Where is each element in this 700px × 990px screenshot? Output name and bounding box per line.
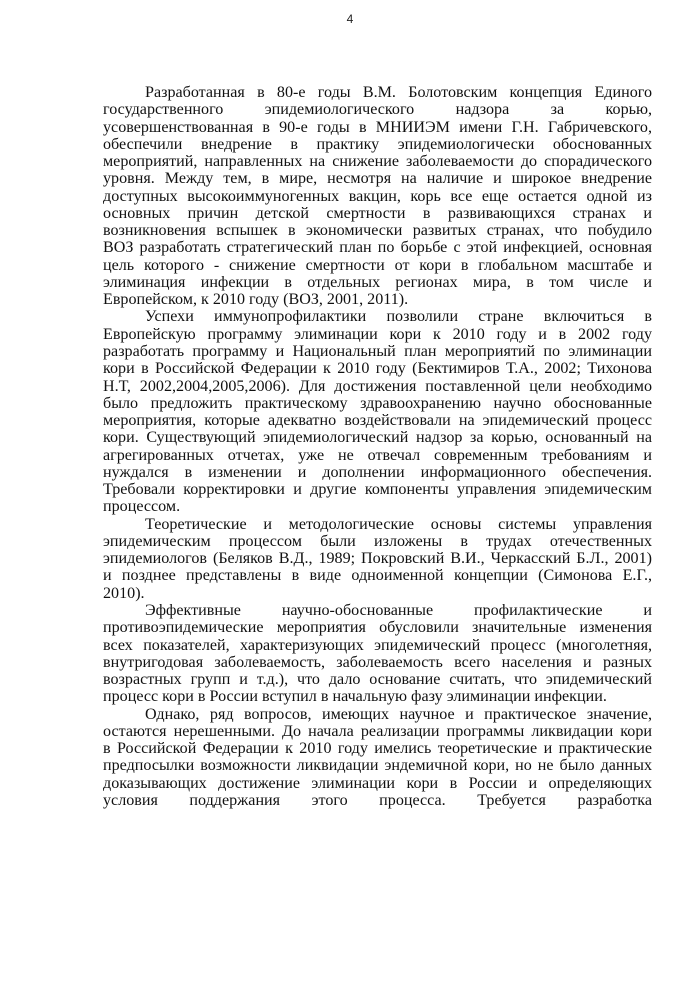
text-line: процесс кори в России вступил в начальную фазу элиминации инфекции. (103, 688, 607, 706)
text-line: всех показателей, характеризующих эпидемический процесс (многолетняя, (103, 636, 652, 654)
text-line: возрастных групп и т.д.), что дало основание считать, что эпидемический (103, 671, 652, 689)
paragraph (103, 516, 652, 602)
text-line: условия поддержания этого процесса. Требуется разработка (103, 791, 652, 809)
text-line: цель которого - снижение смертности от кори в глобальном масштабе и (103, 256, 652, 274)
text-line: кори в Российской Федерации к 2010 году (Бектимиров Т.А., 2002; Тихонова (103, 360, 652, 378)
text-line: и позднее представлены в виде одноименной концепции (Симонова Е.Г., (103, 567, 652, 585)
text-line: разработать программу и Национальный план мероприятий по элиминации (103, 342, 652, 360)
text-line: уровня. Между тем, в мире, несмотря на наличие и широкое внедрение (103, 170, 652, 188)
text-line: элиминация инфекции в отдельных регионах мира, в том числе и (103, 273, 652, 291)
text-line: государственного эпидемиологического надзора за корью, (103, 101, 652, 119)
text-line: Разработанная в 80-е годы В.М. Болотовским концепция Единого (145, 84, 652, 101)
text-line: Однако, ряд вопросов, имеющих научное и практическое значение, (145, 705, 652, 723)
text-line: обеспечили внедрение в практику эпидемиологически обоснованных (103, 135, 652, 153)
text-line: Н.Т, 2002,2004,2005,2006). Для достижения поставленной цели необходимо (103, 377, 652, 395)
text-line: 2010). (103, 584, 145, 602)
text-line: в Российской Федерации к 2010 году имелись теоретические и практические (103, 740, 652, 758)
text-line: основных причин детской смертности в развивающихся странах и (103, 204, 652, 222)
text-line: кори. Существующий эпидемиологический надзор за корью, основанный на (103, 429, 652, 447)
text-line: мероприятий, направленных на снижение заболеваемости до спорадического (103, 153, 652, 171)
text-line: Европейскую программу элиминации кори к 2010 году и в 2002 году (103, 325, 652, 343)
text-line: предпосылки возможности ликвидации эндемичной кори, но не было данных (103, 757, 652, 775)
text-line: было предложить практическому здравоохранению научно обоснованные (103, 394, 652, 412)
text-line: возникновения вспышек в экономически развитых странах, что побудило (103, 222, 652, 240)
text-line: остаются нерешенными. До начала реализации программы ликвидации кори (103, 722, 652, 740)
document-body (103, 84, 652, 809)
text-line: Требовали корректировки и другие компоненты управления эпидемическим (103, 481, 652, 499)
paragraph (103, 308, 652, 515)
text-line: внутригодовая заболеваемость, заболеваемость всего населения и разных (103, 653, 652, 671)
text-line: нуждался в изменении и дополнении информационного обеспечения. (103, 463, 652, 481)
text-line: Успехи иммунопрофилактики позволили стране включиться в (145, 308, 652, 326)
text-line: доступных высокоиммуногенных вакцин, корь все еще остается одной из (103, 187, 652, 205)
text-line: ВОЗ разработать стратегический план по борьбе с этой инфекцией, основная (103, 239, 652, 257)
text-line: агрегированных отчетах, уже не отвечал современным требованиям и (103, 446, 652, 464)
text-line: процессом. (103, 498, 181, 516)
text-line: Эффективные научно-обоснованные профилактические и (145, 601, 652, 619)
paragraph (103, 602, 652, 706)
text-line: усовершенствованная в 90-е годы в МНИИЭМ имени Г.Н. Габричевского, (103, 118, 652, 136)
text-line: Теоретические и методологические основы системы управления (145, 515, 652, 533)
text-line: эпидемическим процессом были изложены в трудах отечественных (103, 532, 652, 550)
paragraph (103, 706, 652, 810)
text-line: мероприятия, которые адекватно воздействовали на эпидемический процесс (103, 412, 652, 430)
text-line: эпидемиологов (Беляков В.Д., 1989; Покровский В.И., Черкасский Б.Л., 2001) (103, 550, 652, 568)
text-line: доказывающих достижение элиминации кори в России и определяющих (103, 774, 652, 792)
page-number: 4 (346, 12, 354, 26)
paragraph (103, 84, 652, 308)
text-line: противоэпидемические мероприятия обусловили значительные изменения (103, 619, 652, 637)
text-line: Европейском, к 2010 году (ВОЗ, 2001, 2011). (103, 291, 409, 309)
